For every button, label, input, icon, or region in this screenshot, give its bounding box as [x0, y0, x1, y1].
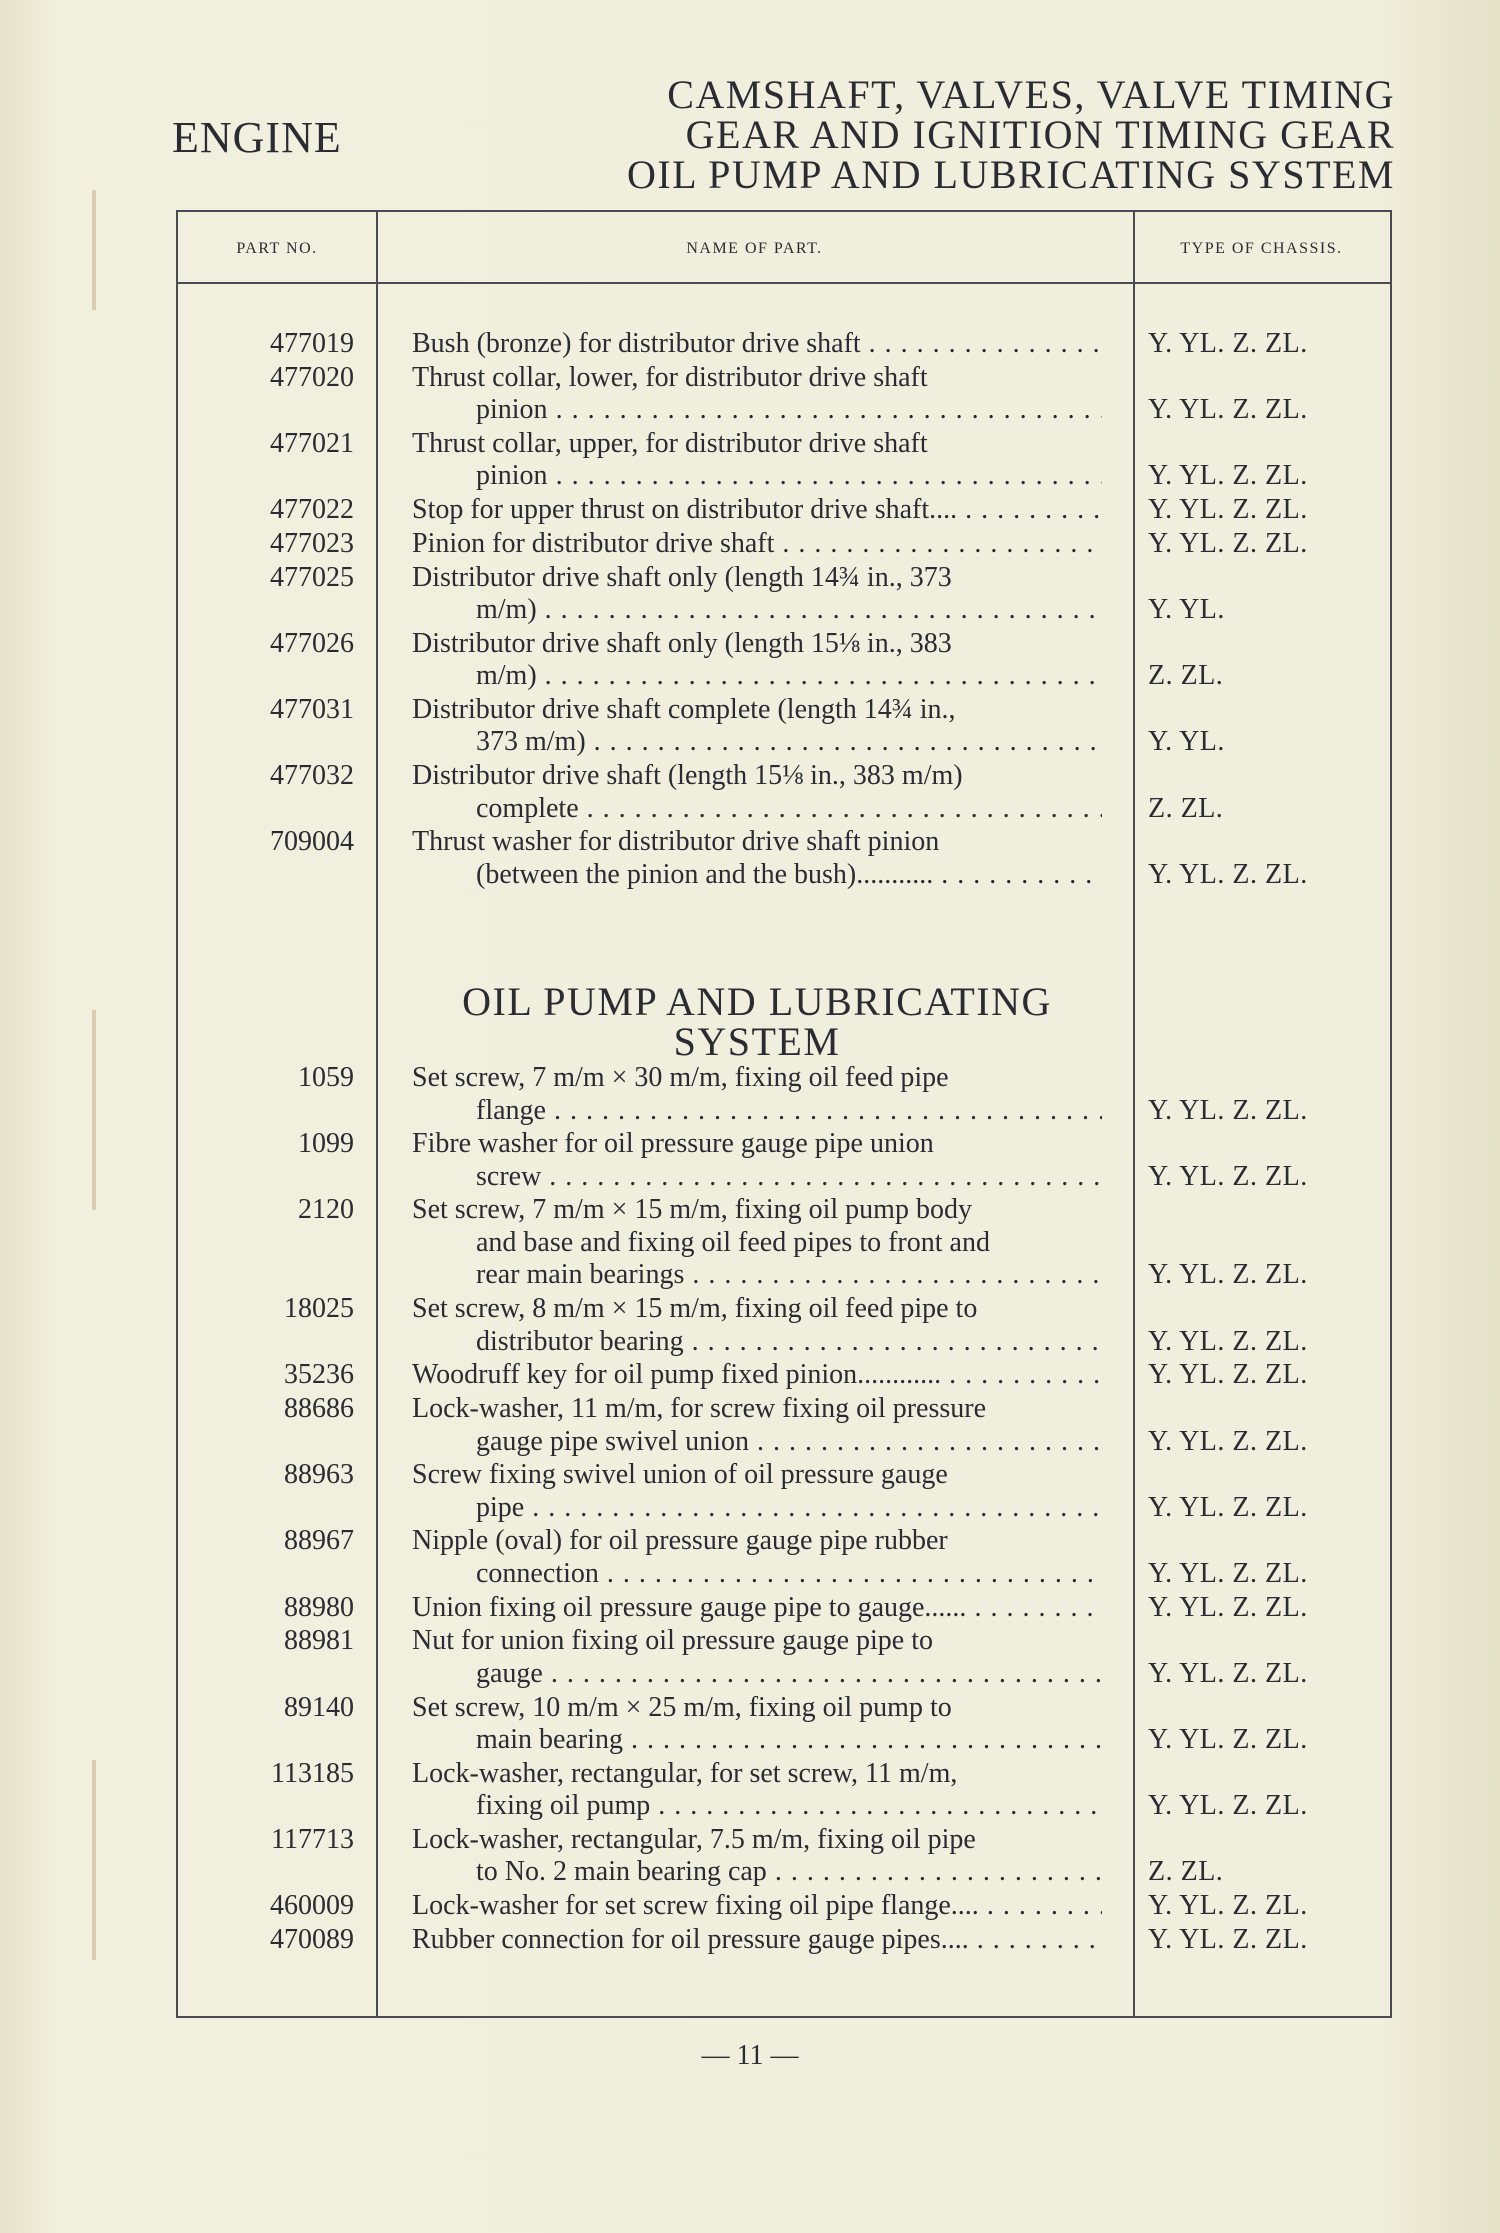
- description-line: [412, 793, 1102, 826]
- description-text: Thrust collar, lower, for distributor drive shaft: [412, 361, 928, 393]
- part-number: 1059: [298, 1062, 354, 1093]
- description-line: [412, 1890, 1102, 1923]
- chassis-type: Y. YL. Z. ZL.: [1148, 527, 1308, 559]
- part-description: [412, 1128, 1102, 1193]
- description-line: [412, 1558, 1102, 1591]
- part-description: [412, 428, 1102, 493]
- description-text: Fibre washer for oil pressure gauge pipe union: [412, 1128, 934, 1160]
- part-number: 18025: [284, 1293, 354, 1325]
- description-line: [412, 1062, 1102, 1095]
- description-line: [412, 1592, 1102, 1625]
- column-header-part-no: PART NO.: [236, 240, 318, 257]
- description-line: [412, 694, 1102, 727]
- description-text: Nut for union fixing oil pressure gauge pipe to: [412, 1625, 934, 1657]
- part-number: 89140: [284, 1691, 354, 1723]
- part-number: 88981: [284, 1625, 354, 1657]
- description-text: screw: [476, 1160, 542, 1192]
- description-line: [412, 1194, 1102, 1227]
- chassis-type: Y. YL.: [1148, 726, 1225, 758]
- description-line: [412, 1625, 1102, 1658]
- chassis-type: Z. ZL.: [1148, 660, 1224, 692]
- description-line: [412, 1359, 1102, 1392]
- description-text: Stop for upper thrust on distributor drive shaft....: [412, 494, 958, 526]
- description-text: rear main bearings: [476, 1259, 685, 1291]
- part-number: 477026: [270, 627, 354, 659]
- part-number: 477023: [270, 527, 354, 559]
- chassis-type: Y. YL. Z. ZL.: [1148, 1557, 1308, 1589]
- description-line: [412, 1492, 1102, 1525]
- part-number: 88967: [284, 1525, 354, 1557]
- subsection-title: [412, 979, 1102, 1064]
- part-number: 477022: [270, 494, 354, 526]
- description-line: [412, 494, 1102, 527]
- description-line: [412, 1525, 1102, 1558]
- description-text: Distributor drive shaft only (length 14¾ in., 373: [412, 561, 952, 593]
- column-divider: [1133, 210, 1135, 2018]
- part-description: [412, 760, 1102, 825]
- chassis-type: Y. YL. Z. ZL.: [1148, 494, 1308, 526]
- part-description: [412, 1824, 1102, 1889]
- chassis-type: Y. YL. Z. ZL.: [1148, 1591, 1308, 1623]
- parts-table: [176, 210, 1392, 2018]
- part-number: 477019: [270, 328, 354, 359]
- description-text: pipe: [476, 1491, 525, 1523]
- description-line: [412, 362, 1102, 395]
- part-description: [412, 1293, 1102, 1358]
- part-description: [412, 1459, 1102, 1524]
- description-text: distributor bearing: [476, 1325, 684, 1357]
- chassis-type: Y. YL. Z. ZL.: [1148, 394, 1308, 426]
- description-text: gauge pipe swivel union: [476, 1425, 749, 1457]
- description-text: (between the pinion and the bush)...........: [476, 858, 934, 890]
- column-header-name: NAME OF PART.: [686, 240, 823, 257]
- chassis-type: Y. YL. Z. ZL.: [1148, 1160, 1308, 1192]
- chassis-type: Y. YL. Z. ZL.: [1148, 1657, 1308, 1689]
- subsection-title-line: SYSTEM: [673, 1019, 841, 1064]
- description-text: Set screw, 10 m/m × 25 m/m, fixing oil pump to: [412, 1691, 952, 1723]
- part-description: [412, 1890, 1102, 1923]
- part-description: [412, 1924, 1102, 1957]
- description-text: Thrust washer for distributor drive shaft pinion: [412, 826, 940, 858]
- description-line: [412, 1758, 1102, 1791]
- description-text: Woodruff key for oil pump fixed pinion............: [412, 1359, 942, 1391]
- description-line: [412, 1824, 1102, 1857]
- description-text: Distributor drive shaft (length 15⅛ in., 383 m/m): [412, 760, 963, 792]
- description-text: Lock-washer, rectangular, for set screw, 11 m/m,: [412, 1757, 958, 1789]
- subsection-title-line: OIL PUMP AND LUBRICATING: [462, 979, 1052, 1024]
- description-line: [412, 1658, 1102, 1691]
- description-line: [412, 1227, 1102, 1260]
- part-number: 460009: [270, 1890, 354, 1922]
- description-line: [412, 1856, 1102, 1889]
- description-text: Lock-washer, rectangular, 7.5 m/m, fixing oil pipe: [412, 1823, 976, 1855]
- page-title-line: CAMSHAFT, VALVES, VALVE TIMING: [667, 72, 1395, 117]
- description-text: and base and fixing oil feed pipes to front and: [476, 1226, 990, 1258]
- part-description: [412, 1625, 1102, 1690]
- part-description: [412, 1393, 1102, 1458]
- description-line: [412, 1095, 1102, 1128]
- description-text: Nipple (oval) for oil pressure gauge pipe rubber: [412, 1525, 948, 1557]
- part-description: [412, 528, 1102, 561]
- description-text: Set screw, 7 m/m × 15 m/m, fixing oil pump body: [412, 1194, 972, 1226]
- description-line: [412, 859, 1102, 892]
- description-line: [412, 1724, 1102, 1757]
- part-number: 477025: [270, 561, 354, 593]
- part-description: [412, 328, 1102, 361]
- description-line: [412, 328, 1102, 361]
- description-text: m/m): [476, 594, 537, 625]
- part-number: 477032: [270, 760, 354, 792]
- description-text: flange: [476, 1094, 546, 1126]
- description-text: Screw fixing swivel union of oil pressure gauge: [412, 1459, 948, 1491]
- page-number: — 11 —: [701, 2040, 799, 2071]
- part-description: [412, 362, 1102, 427]
- description-line: [412, 1259, 1102, 1292]
- part-number: 117713: [271, 1823, 354, 1855]
- chassis-type: Y. YL. Z. ZL.: [1148, 1325, 1308, 1357]
- part-description: [412, 628, 1102, 693]
- description-text: Thrust collar, upper, for distributor drive shaft: [412, 427, 928, 459]
- chassis-type: Y. YL. Z. ZL.: [1148, 460, 1308, 492]
- part-number: 1099: [298, 1128, 354, 1160]
- chassis-type: Y. YL. Z. ZL.: [1148, 1790, 1308, 1822]
- description-text: main bearing: [476, 1724, 623, 1755]
- chassis-type: Y. YL. Z. ZL.: [1148, 1491, 1308, 1523]
- part-description: [412, 1758, 1102, 1823]
- description-line: [412, 460, 1102, 493]
- part-number: 88980: [284, 1591, 354, 1623]
- description-line: [412, 1293, 1102, 1326]
- chassis-type: Z. ZL.: [1148, 1856, 1224, 1888]
- chassis-type: Y. YL. Z. ZL.: [1148, 328, 1308, 359]
- description-line: [412, 1326, 1102, 1359]
- description-text: gauge: [476, 1657, 543, 1689]
- description-text: fixing oil pump: [476, 1790, 651, 1822]
- binding-mark: [92, 190, 96, 310]
- description-text: pinion: [476, 460, 548, 492]
- part-number: 113185: [271, 1757, 354, 1789]
- part-description: [412, 562, 1102, 627]
- part-description: [412, 1062, 1102, 1127]
- part-number: 88686: [284, 1393, 354, 1424]
- description-text: Set screw, 8 m/m × 15 m/m, fixing oil feed pipe to: [412, 1293, 978, 1325]
- column-header-chassis: TYPE OF CHASSIS.: [1180, 240, 1343, 257]
- part-description: [412, 1592, 1102, 1625]
- description-line: [412, 1393, 1102, 1426]
- description-line: [412, 594, 1102, 627]
- binding-mark: [92, 1760, 96, 1960]
- description-line: [412, 760, 1102, 793]
- description-text: Lock-washer, 11 m/m, for screw fixing oil pressure: [412, 1393, 987, 1424]
- description-line: [412, 1692, 1102, 1725]
- description-line: [412, 1161, 1102, 1194]
- part-number: 477031: [270, 693, 354, 725]
- description-line: [412, 394, 1102, 427]
- column-divider: [376, 210, 378, 2018]
- description-text: connection: [476, 1557, 599, 1589]
- table-header-border: [178, 282, 1390, 284]
- description-line: [412, 1924, 1102, 1957]
- description-line: [412, 428, 1102, 461]
- chassis-type: Y. YL. Z. ZL.: [1148, 1259, 1308, 1291]
- binding-mark: [92, 1010, 96, 1210]
- part-description: [412, 1194, 1102, 1292]
- part-description: [412, 1359, 1102, 1392]
- chassis-type: Y. YL. Z. ZL.: [1148, 1425, 1308, 1457]
- description-line: [412, 1426, 1102, 1459]
- description-text: to No. 2 main bearing cap: [476, 1856, 767, 1888]
- table-bottom-border: [178, 2016, 1390, 2018]
- page-title: [626, 72, 1395, 197]
- table-top-border: [178, 210, 1390, 212]
- chassis-type: Y. YL. Z. ZL.: [1148, 1724, 1308, 1755]
- page-title-line: OIL PUMP AND LUBRICATING SYSTEM: [626, 152, 1395, 197]
- part-number: 477021: [270, 427, 354, 459]
- description-text: Rubber connection for oil pressure gauge pipes....: [412, 1923, 969, 1955]
- part-description: [412, 1692, 1102, 1757]
- description-line: [412, 1459, 1102, 1492]
- part-description: [412, 826, 1102, 891]
- part-description: [412, 494, 1102, 527]
- description-text: 373 m/m): [476, 726, 586, 758]
- part-number: 709004: [270, 826, 354, 858]
- page-title-line: GEAR AND IGNITION TIMING GEAR: [685, 112, 1395, 157]
- description-text: Distributor drive shaft only (length 15⅛ in., 383: [412, 627, 952, 659]
- description-text: m/m): [476, 660, 537, 692]
- description-line: [412, 528, 1102, 561]
- description-text: pinion: [476, 394, 548, 426]
- description-text: Lock-washer for set screw fixing oil pipe flange....: [412, 1890, 979, 1922]
- description-line: [412, 562, 1102, 595]
- section-heading: ENGINE: [172, 113, 342, 162]
- description-text: Pinion for distributor drive shaft: [412, 527, 775, 559]
- description-text: Union fixing oil pressure gauge pipe to gauge......: [412, 1591, 967, 1623]
- description-line: [412, 628, 1102, 661]
- description-line: [412, 826, 1102, 859]
- description-line: [412, 1128, 1102, 1161]
- part-number: 470089: [270, 1923, 354, 1955]
- description-text: complete: [476, 792, 579, 824]
- description-text: Set screw, 7 m/m × 30 m/m, fixing oil feed pipe: [412, 1062, 949, 1093]
- description-line: [412, 660, 1102, 693]
- chassis-type: Y. YL.: [1148, 594, 1225, 625]
- description-line: [412, 726, 1102, 759]
- chassis-type: Y. YL. Z. ZL.: [1148, 1094, 1308, 1126]
- chassis-type: Y. YL. Z. ZL.: [1148, 1359, 1308, 1391]
- part-number: 477020: [270, 361, 354, 393]
- chassis-type: Y. YL. Z. ZL.: [1148, 1890, 1308, 1922]
- chassis-type: Y. YL. Z. ZL.: [1148, 858, 1308, 890]
- description-text: Bush (bronze) for distributor drive shaft: [412, 328, 861, 359]
- chassis-type: Z. ZL.: [1148, 792, 1224, 824]
- chassis-type: Y. YL. Z. ZL.: [1148, 1923, 1308, 1955]
- part-number: 88963: [284, 1459, 354, 1491]
- part-number: 35236: [284, 1359, 354, 1391]
- description-line: [412, 1790, 1102, 1823]
- part-number: 2120: [298, 1194, 354, 1226]
- description-text: Distributor drive shaft complete (length 14¾ in.,: [412, 693, 956, 725]
- part-description: [412, 1525, 1102, 1590]
- part-description: [412, 694, 1102, 759]
